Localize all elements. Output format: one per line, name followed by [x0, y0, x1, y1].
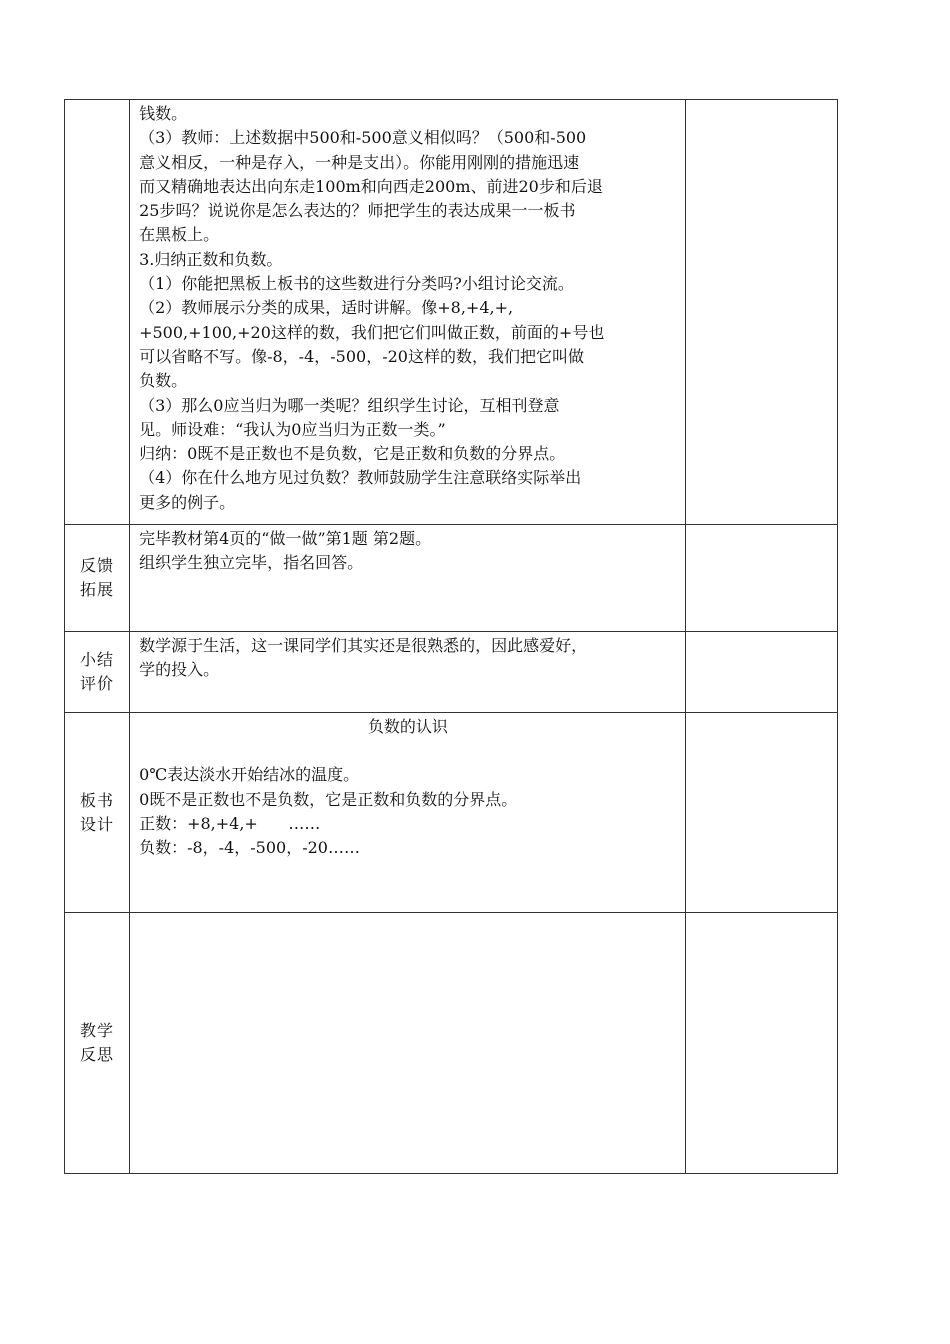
content-line: 完毕教材第4页的“做一做”第1题 第2题。 — [139, 529, 432, 548]
content-cell — [130, 632, 686, 713]
notes-cell — [685, 100, 837, 525]
content-line: （4）你在什么地方见过负数？教师鼓励学生注意联络实际举出 — [139, 468, 582, 488]
row-label-cell — [65, 713, 130, 913]
row-label-reflection: 教学反思 — [80, 1021, 115, 1064]
table-row-reflection — [65, 913, 838, 1174]
content-line: 更多的例子。 — [139, 492, 236, 512]
content-line: （1）你能把黑板上板书的这些数进行分类吗?小组讨论交流。 — [139, 274, 574, 294]
row-label-feedback: 反馈拓展 — [80, 556, 115, 599]
row-label-cell — [65, 913, 130, 1174]
content-line: 学的投入。 — [139, 660, 220, 680]
content-cell — [130, 100, 686, 525]
table-row-feedback — [65, 525, 838, 632]
content-line: （2）教师展示分类的成果，适时讲解。像+8,+4,+, — [139, 298, 514, 318]
lesson-plan-table — [64, 99, 838, 1174]
content-line: （3）那么0应当归为哪一类呢？组织学生讨论，互相刊登意 — [139, 395, 560, 415]
content-line: 组织学生独立完毕，指名回答。 — [139, 553, 364, 573]
board-title: 负数的认识 — [367, 717, 448, 736]
content-line: +500,+100,+20这样的数，我们把它们叫做正数，前面的+号也 — [139, 322, 605, 342]
content-line: 数学源于生活，这一课同学们其实还是很熟悉的，因此感爱好， — [139, 636, 588, 655]
table-row-summary — [65, 632, 838, 713]
content-line: 钱数。 — [139, 104, 188, 123]
row-label-cell — [65, 525, 130, 632]
row-label-board-design: 板书设计 — [80, 790, 115, 834]
content-line: 意义相反，一种是存入，一种是支出）。你能用刚刚的措施迅速 — [139, 152, 580, 172]
notes-cell — [685, 525, 837, 632]
content-line: 在黑板上。 — [139, 225, 220, 245]
table-row-board-design — [65, 713, 838, 913]
row-label-cell — [65, 100, 130, 525]
content-line: 正数：+8,+4,+ …… — [139, 813, 321, 833]
table-row-process — [65, 100, 838, 525]
content-cell — [130, 525, 686, 632]
content-line: 0既不是正数也不是负数，它是正数和负数的分界点。 — [139, 789, 518, 809]
content-line: 归纳：0既不是正数也不是负数，它是正数和负数的分界点。 — [139, 444, 566, 464]
content-line: 0℃表达淡水开始结冰的温度。 — [139, 765, 360, 785]
content-cell — [130, 913, 686, 1174]
content-line: 负数：-8，-4，-500，-20…… — [139, 838, 360, 858]
content-line: 25步吗？说说你是怎么表达的？师把学生的表达成果一一板书 — [139, 201, 576, 221]
notes-cell — [685, 913, 837, 1174]
content-line: 负数。 — [139, 371, 188, 391]
content-cell — [130, 713, 686, 913]
content-line: 见。师设难：“我认为0应当归为正数一类。” — [139, 419, 446, 439]
notes-cell — [685, 632, 837, 713]
row-label-summary: 小结评价 — [80, 650, 115, 693]
content-line: 而又精确地表达出向东走100m和向西走200m、前进20步和后退 — [139, 176, 603, 196]
content-line: 3.归纳正数和负数。 — [139, 249, 283, 269]
content-line: （3）教师：上述数据中500和-500意义相似吗？（500和-500 — [139, 128, 587, 148]
notes-cell — [685, 713, 837, 913]
row-label-cell — [65, 632, 130, 713]
content-line: 可以省略不写。像-8，-4，-500，-20这样的数，我们把它叫做 — [139, 346, 584, 366]
